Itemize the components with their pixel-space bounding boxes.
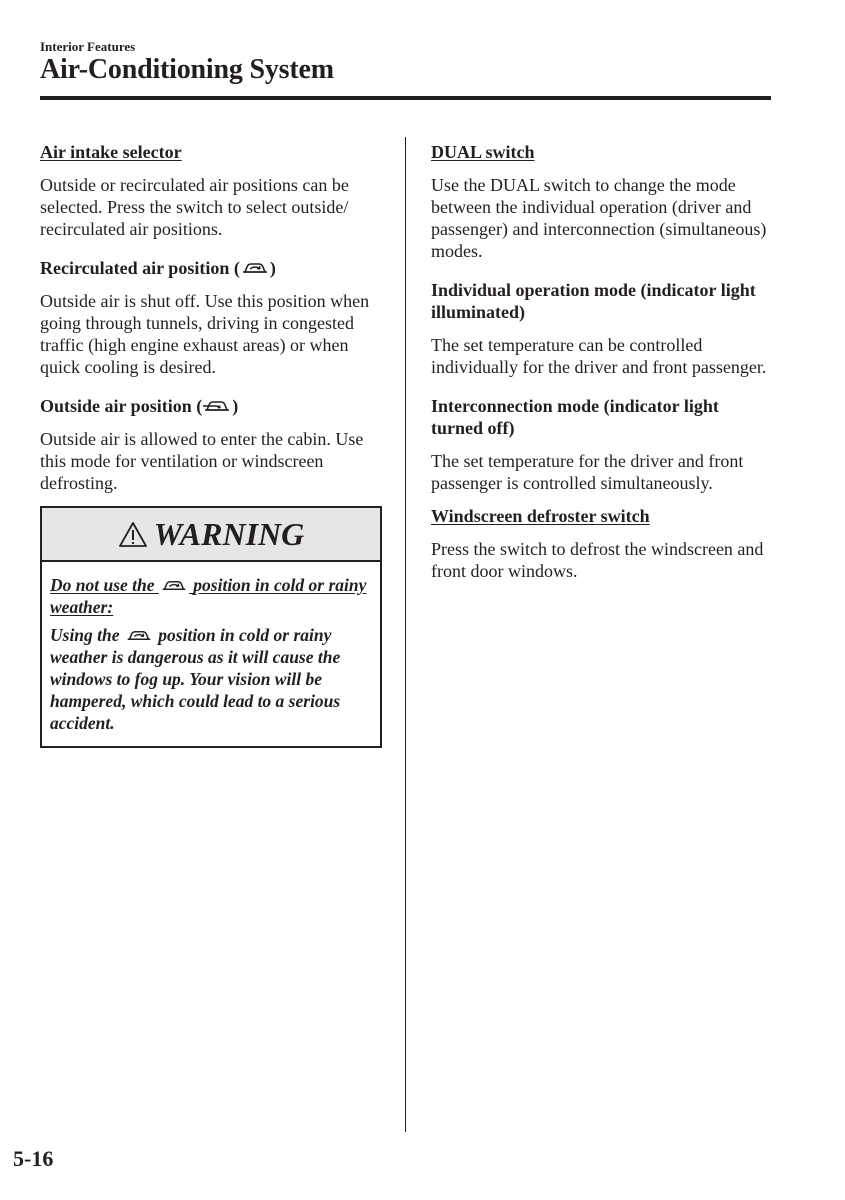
individual-mode-heading: Individual operation mode (indicator light illuminated) [431,280,756,322]
recirculated-air-icon [124,627,154,644]
dual-switch-heading: DUAL switch [431,142,535,162]
outside-air-icon [202,397,232,415]
recirculated-heading-post: ) [269,258,276,278]
warning-line-1 [50,574,372,618]
warning-line-2-pre: Using the [50,625,120,645]
header-rule [40,96,771,100]
warning-header [42,508,380,562]
warning-line-1-pre: Do not use the [50,575,155,595]
right-column [431,141,773,599]
left-column [40,141,382,748]
page-number: 5-16 [13,1146,54,1171]
recirculated-heading-pre: Recirculated air position ( [40,258,240,278]
air-intake-text: Outside or recirculated air positions can be selected. Press the switch to select outside/ recirculated air positions. [40,175,349,239]
recirculated-text: Outside air is shut off. Use this position when going through tunnels, driving in congested traffic (high engine exhaust areas) or when quick cooling is desired. [40,291,370,377]
warning-line-1-post: position in cold or rainy weather: [50,575,367,617]
warning-body [42,562,380,746]
recirculated-air-icon [240,259,270,277]
interconnection-mode-text: The set temperature for the driver and front passenger is controlled simultaneously. [431,451,744,493]
warning-triangle-icon [118,521,148,548]
outside-air-heading-pre: Outside air position ( [40,396,203,416]
column-divider [405,137,406,1132]
outside-air-heading [40,395,382,417]
recirculated-heading [40,257,382,279]
warning-title: WARNING [153,516,305,552]
defroster-text: Press the switch to defrost the windscreen and front door windows. [431,539,764,581]
individual-mode-text: The set temperature can be controlled individually for the driver and front passenger. [431,335,767,377]
air-intake-heading: Air intake selector [40,142,182,162]
warning-line-2-post: position in cold or rainy weather is dangerous as it will cause the windows to fog up. Your vision will be hampered, which could lead to a serious accident. [50,625,341,733]
interconnection-mode-heading: Interconnection mode (indicator light turned off) [431,396,719,438]
dual-switch-text: Use the DUAL switch to change the mode between the individual operation (driver and passenger) and interconnection (simultaneous) modes. [431,175,767,261]
warning-line-2 [50,624,372,734]
page-title: Air-Conditioning System [40,54,334,85]
section-label: Interior Features [40,39,136,54]
outside-air-heading-post: ) [232,396,239,416]
recirculated-air-icon [159,577,189,594]
warning-box [40,506,382,748]
defroster-heading: Windscreen defroster switch [431,506,650,526]
outside-air-text: Outside air is allowed to enter the cabin. Use this mode for ventilation or windscreen defrosting. [40,429,364,493]
